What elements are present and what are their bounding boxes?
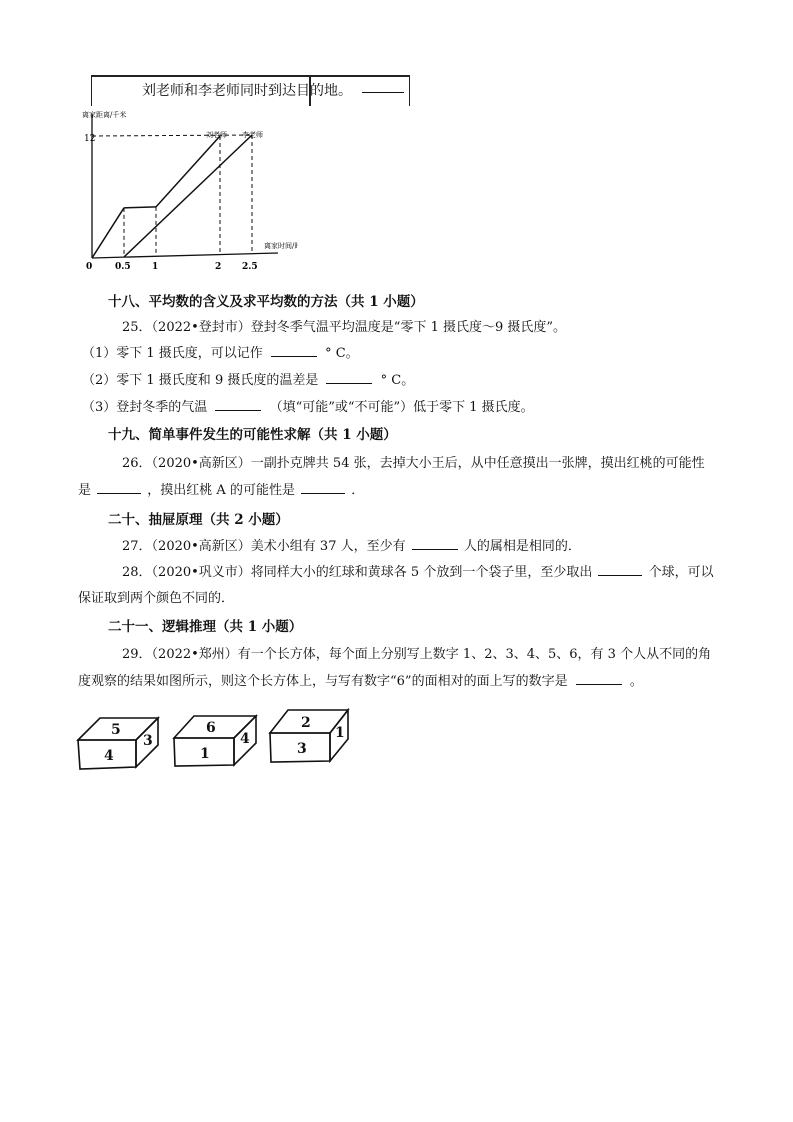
q25-part3-hint: （填“可能”或“不可能”）低于零下 1 摄氏度。 [269, 400, 534, 415]
x-tick-0-5: 0.5 [115, 262, 131, 272]
guide-12km [92, 135, 252, 136]
q27 [122, 535, 581, 554]
q26-line2-start: 是 [78, 483, 92, 498]
q27-blank[interactable] [412, 535, 458, 550]
x-tick-2: 2 [215, 262, 222, 272]
series-label-liu: 刘老师 [206, 131, 227, 139]
q26-line1: 26．（2020•高新区）一副扑克牌共 54 张，去掉大小王后，从中任意摸出一张牌，摸出红桃的可能性 [122, 456, 705, 471]
x-axis [92, 253, 278, 258]
q25-part2-blank[interactable] [326, 369, 372, 384]
y-axis-label: 离家距离/千米 [82, 111, 127, 119]
q26-line2 [78, 479, 364, 498]
x-tick-0: 0 [86, 262, 93, 272]
section-heading-18: 十八、平均数的含义及求平均数的方法（共 1 小题） [108, 294, 424, 310]
q29-text-end: 。 [629, 674, 643, 689]
series-lines [92, 135, 252, 258]
q25-part2 [82, 369, 414, 388]
q25-part3-blank[interactable] [215, 396, 261, 411]
cuboid-2-front: 1 [200, 746, 210, 762]
q25-part2-unit: ° C。 [380, 373, 415, 388]
cuboid-1-side: 3 [143, 733, 153, 749]
q26-line2-mid: ，摸出红桃 A 的可能性是 [147, 483, 295, 498]
y-tick-12: 12 [84, 134, 96, 144]
q29-line2 [78, 670, 643, 689]
q26-blank-1[interactable] [97, 479, 141, 494]
section-heading-20: 二十、抽屉原理（共 2 小题） [108, 512, 289, 528]
q28-text-end: 个球，可以 [648, 565, 714, 580]
q25-part1 [82, 342, 359, 361]
q25-part2-text: （2）零下 1 摄氏度和 9 摄氏度的温差是 [82, 373, 319, 388]
cuboid-2-top: 6 [206, 720, 216, 736]
section-heading-19: 十九、简单事件发生的可能性求解（共 1 小题） [108, 427, 397, 443]
q29-text: 度观察的结果如图所示，则这个长方体上，与写有数字“6”的面相对的面上写的数字是 [78, 674, 568, 689]
cuboid-3-top: 2 [301, 715, 311, 731]
series-label-li: 李老师 [242, 131, 263, 139]
q28-line2: 保证取到两个颜色不同的． [78, 591, 235, 606]
q26-blank-2[interactable] [301, 479, 345, 494]
x-tick-1: 1 [152, 262, 159, 272]
travel-graph [78, 106, 298, 276]
q29-blank[interactable] [576, 670, 622, 685]
travel-graph-svg [78, 106, 298, 276]
x-axis-label: 离家时间/时 [264, 242, 298, 250]
cuboid-3-front: 3 [297, 741, 307, 757]
cuboid-1-top: 5 [111, 722, 121, 738]
x-tick-2-5: 2.5 [242, 262, 258, 272]
q25-part1-blank[interactable] [271, 342, 317, 357]
q28-text: 28．（2020•巩义市）将同样大小的红球和黄球各 5 个放到一个袋子里，至少取出 [122, 565, 593, 580]
cuboid-2-side: 4 [240, 731, 250, 747]
series-2-segment [124, 135, 252, 257]
q25-part1-text: （1）零下 1 摄氏度，可以记作 [82, 346, 263, 361]
q25-stem: 25．（2022•登封市）登封冬季气温平均温度是“零下 1 摄氏度～9 摄氏度”。 [122, 320, 567, 335]
q25-part1-unit: ° C。 [325, 346, 359, 361]
statement-text: 刘老师和李老师同时到达目的地。 [142, 83, 352, 99]
dashed-guides [92, 135, 252, 257]
q27-text-end: 人的属相是相同的． [463, 539, 581, 554]
q28-blank[interactable] [598, 561, 642, 576]
statement-answer-blank[interactable] [362, 92, 404, 93]
cuboid-figures [76, 705, 366, 775]
series-1-segment [124, 207, 156, 208]
q28-line1 [122, 561, 714, 580]
section-heading-21: 二十一、逻辑推理（共 1 小题） [108, 619, 303, 635]
q26-line2-end: ． [351, 483, 365, 498]
q27-text: 27．（2020•高新区）美术小组有 37 人，至少有 [122, 539, 406, 554]
q25-part3 [82, 396, 534, 415]
table-top-border [92, 75, 409, 77]
q29-line1: 29．（2022•郑州）有一个长方体，每个面上分别写上数字 1、2、3、4、5、6，有 3 个人从不同的角 [122, 647, 712, 662]
q25-part3-text: （3）登封冬季的气温 [82, 400, 208, 415]
cuboid-1-front: 4 [104, 748, 114, 764]
cuboid-figures-svg [76, 705, 366, 775]
series-1-segment [92, 208, 124, 258]
cuboid-3-side: 1 [335, 725, 345, 741]
